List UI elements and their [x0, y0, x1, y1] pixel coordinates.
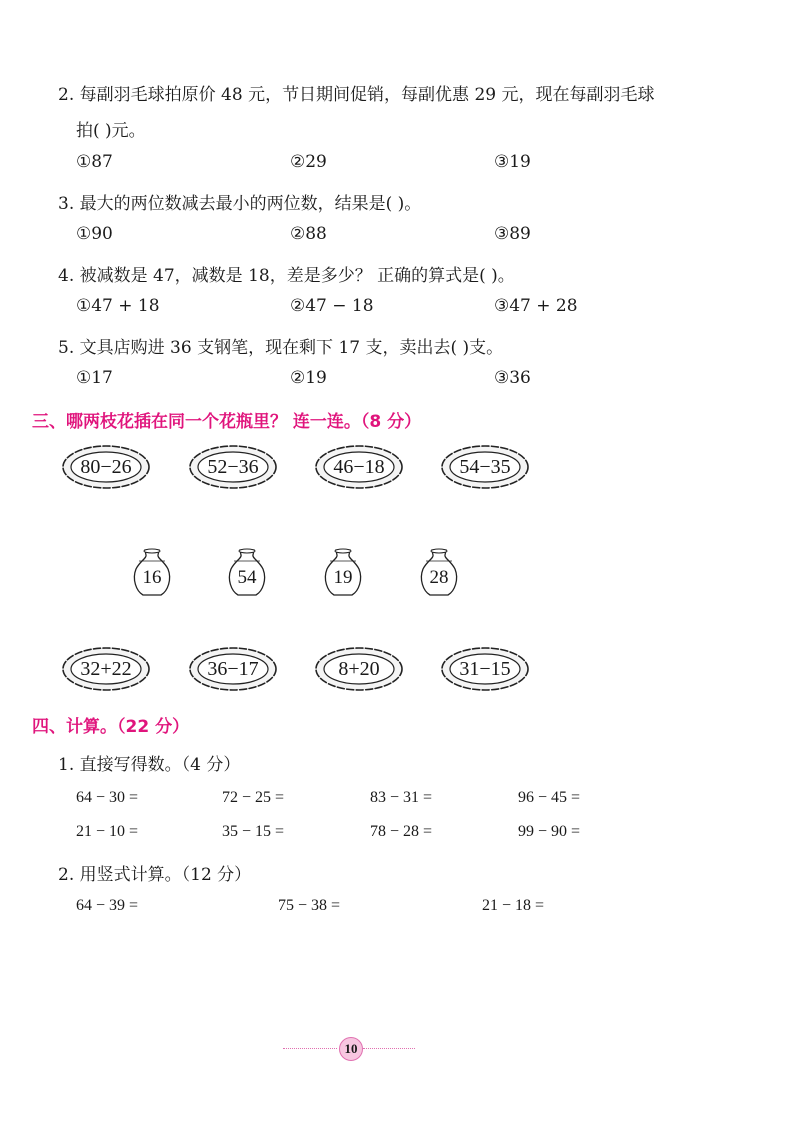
flower-top-3: 46−18: [312, 442, 406, 492]
flower-bottom-3: 8+20: [312, 644, 406, 694]
q2-option-1: ①87: [76, 152, 113, 172]
q5-option-2: ②19: [290, 368, 327, 388]
part-1-title: 1. 直接写得数。（4 分）: [58, 755, 241, 775]
vase-1: 16: [130, 547, 174, 599]
q4-option-3: ③47 + 28: [494, 296, 578, 316]
flower-bottom-2: 36−17: [186, 644, 280, 694]
calc-1-3: 83 − 31 =: [370, 789, 433, 806]
flower-top-2: 52−36: [186, 442, 280, 492]
vertical-calc-2: 75 − 38 =: [278, 897, 341, 914]
calc-2-2: 35 − 15 =: [222, 823, 285, 840]
vertical-calc-1: 64 − 39 =: [76, 897, 139, 914]
flower-bottom-4: 31−15: [438, 644, 532, 694]
q2-option-2: ②29: [290, 152, 327, 172]
question-3-text: 3. 最大的两位数减去最小的两位数，结果是( )。: [58, 194, 422, 214]
q4-option-1: ①47 + 18: [76, 296, 160, 316]
question-5-text: 5. 文具店购进 36 支钢笔，现在剩下 17 支，卖出去( )支。: [58, 338, 504, 358]
calc-1-2: 72 − 25 =: [222, 789, 285, 806]
q3-option-3: ③89: [494, 224, 531, 244]
q2-option-3: ③19: [494, 152, 531, 172]
vase-3: 19: [321, 547, 365, 599]
flower-top-1: 80−26: [59, 442, 153, 492]
question-2-line2: 拍( )元。: [76, 121, 146, 141]
part-2-title: 2. 用竖式计算。（12 分）: [58, 865, 252, 885]
calc-2-3: 78 − 28 =: [370, 823, 433, 840]
q5-option-3: ③36: [494, 368, 531, 388]
footer-line-left: [283, 1048, 337, 1049]
flower-bottom-1: 32+22: [59, 644, 153, 694]
calc-1-4: 96 − 45 =: [518, 789, 581, 806]
flower-top-4: 54−35: [438, 442, 532, 492]
q3-option-2: ②88: [290, 224, 327, 244]
q5-option-1: ①17: [76, 368, 113, 388]
question-4-text: 4. 被减数是 47，减数是 18，差是多少？ 正确的算式是( )。: [58, 266, 515, 286]
vase-4: 28: [417, 547, 461, 599]
calc-2-1: 21 − 10 =: [76, 823, 139, 840]
footer-line-right: [363, 1048, 415, 1049]
section-4-title: 四、计算。（22 分）: [32, 717, 190, 737]
q4-option-2: ②47 − 18: [290, 296, 374, 316]
section-3-title: 三、哪两枝花插在同一个花瓶里？ 连一连。（8 分）: [32, 412, 422, 432]
vase-2: 54: [225, 547, 269, 599]
page-number: 10: [339, 1037, 363, 1061]
calc-2-4: 99 − 90 =: [518, 823, 581, 840]
calc-1-1: 64 − 30 =: [76, 789, 139, 806]
q3-option-1: ①90: [76, 224, 113, 244]
vertical-calc-3: 21 − 18 =: [482, 897, 545, 914]
question-2-line1: 2. 每副羽毛球拍原价 48 元，节日期间促销，每副优惠 29 元，现在每副羽毛球: [58, 85, 655, 105]
